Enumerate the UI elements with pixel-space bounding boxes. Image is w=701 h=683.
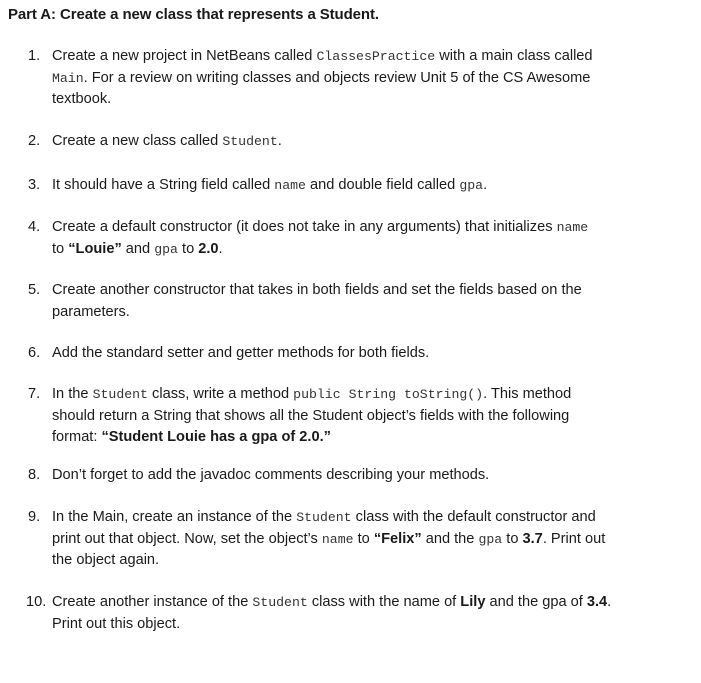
code-term: gpa: [478, 531, 503, 547]
bold-term: “Felix”: [373, 530, 422, 547]
code-term: name: [556, 220, 589, 235]
code-term: gpa: [459, 178, 484, 193]
text-run: Create another instance of the: [52, 594, 253, 610]
text-run: with a main class called: [435, 48, 593, 64]
item-number: 6.: [28, 345, 41, 361]
text-run: . This method should return a String that shows all the Student object’s fields with the following format:: [52, 386, 572, 445]
heading-rest: Create a new class that represents a Student.: [55, 6, 379, 23]
text-run: and double field called: [305, 177, 460, 193]
text-run: and the: [421, 530, 479, 547]
item-number: 7.: [28, 386, 41, 402]
bold-term: 2.0: [198, 240, 219, 257]
text-run: Create a new class called: [52, 133, 223, 149]
bold-term: 3.4: [586, 594, 608, 610]
text-run: .: [483, 177, 488, 193]
text-run: .: [218, 240, 223, 257]
code-term: Student: [296, 510, 352, 525]
text-run: class with the default constructor and print out that object. Now, set the object’s: [52, 509, 596, 547]
text-run: to: [52, 240, 69, 257]
item-text: [52, 175, 642, 197]
text-run: and: [121, 240, 155, 257]
code-term: Student: [92, 387, 148, 402]
item-text: [52, 280, 602, 323]
item-number: 3.: [28, 177, 41, 193]
item-text: [52, 465, 642, 487]
code-term: Student: [222, 134, 278, 149]
code-term: name: [321, 531, 354, 547]
text-run: to: [353, 530, 374, 547]
text-run: Don’t forget to add the javadoc comments describing your methods.: [52, 467, 490, 483]
item-number: 4.: [28, 219, 41, 235]
item-number: 10.: [26, 594, 47, 610]
text-run: Add the standard setter and getter methods for both fields.: [52, 345, 430, 361]
text-run: Create another constructor that takes in both fields and set the fields based on the parameters.: [52, 282, 582, 320]
text-run: and the gpa of: [485, 594, 587, 610]
text-run: class with the name of: [307, 594, 461, 610]
item-number: 1.: [28, 48, 41, 64]
page-title: [8, 6, 379, 23]
item-text: [52, 592, 627, 635]
text-run: .: [277, 133, 282, 149]
item-number: 2.: [28, 133, 41, 149]
bold-term: “Student Louie has a gpa of 2.0.”: [101, 429, 331, 445]
text-run: . Print out this object.: [52, 594, 612, 632]
text-run: class, write a method: [147, 386, 294, 402]
code-term: public String toString(): [293, 387, 484, 402]
text-run: In the: [52, 386, 93, 402]
code-term: gpa: [154, 241, 178, 257]
bold-term: 3.7: [522, 530, 543, 547]
item-number: 5.: [28, 282, 41, 298]
item-number: 8.: [28, 467, 41, 483]
text-run: . For a review on writing classes and objects review Unit 5 of the CS Awesome textbook.: [52, 69, 591, 107]
text-run: Create a default constructor (it does not take in any arguments) that initializes: [52, 219, 557, 235]
text-run: to: [502, 530, 523, 547]
item-text: [52, 46, 612, 111]
text-run: to: [177, 240, 199, 257]
code-term: name: [274, 178, 306, 193]
text-run: It should have a String field called: [52, 177, 275, 193]
item-text: [52, 507, 627, 572]
code-term: Student: [252, 595, 308, 610]
item-text: [52, 217, 597, 260]
heading-prefix: Part A:: [8, 6, 56, 23]
text-run: . Print out the object again.: [52, 530, 606, 568]
text-run: In the Main, create an instance of the: [52, 509, 297, 525]
item-number: 9.: [28, 509, 41, 525]
code-term: Main: [52, 70, 84, 86]
text-run: Create a new project in NetBeans called: [52, 48, 317, 64]
bold-term: Lily: [460, 594, 486, 610]
bold-term: “Louie”: [68, 240, 122, 257]
code-term: ClassesPractice: [316, 49, 436, 64]
item-text: [52, 131, 642, 153]
item-text: [52, 384, 612, 449]
item-text: [52, 343, 642, 365]
